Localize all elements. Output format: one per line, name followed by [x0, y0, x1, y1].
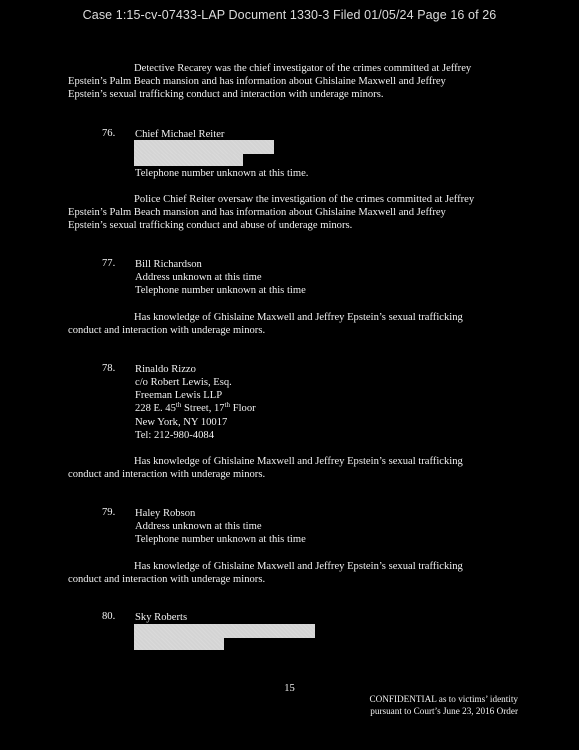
entry-phone-77: Telephone number unknown at this time — [135, 285, 306, 296]
entry-care-of-78: c/o Robert Lewis, Esq. — [135, 377, 232, 388]
paragraph-line: conduct and interaction with underage minors. — [68, 325, 266, 336]
entry-city-78: New York, NY 10017 — [135, 417, 228, 428]
paragraph-line: Epstein’s Palm Beach mansion and has information about Ghislaine Maxwell and Jeffrey — [68, 76, 446, 87]
entry-number-76: 76. — [102, 128, 116, 139]
entry-name-78: Rinaldo Rizzo — [135, 364, 196, 375]
entry-address-79: Address unknown at this time — [135, 521, 262, 532]
paragraph-line: Has knowledge of Ghislaine Maxwell and Jeffrey Epstein’s sexual trafficking — [134, 312, 463, 323]
paragraph-line: Detective Recarey was the chief investigator of the crimes committed at Jeffrey — [134, 63, 472, 74]
entry-name-77: Bill Richardson — [135, 259, 202, 270]
paragraph-line: Epstein’s Palm Beach mansion and has information about Ghislaine Maxwell and Jeffrey — [68, 207, 446, 218]
entry-name-80: Sky Roberts — [135, 612, 188, 623]
page-number: 15 — [284, 683, 295, 694]
entry-firm-78: Freeman Lewis LLP — [135, 390, 223, 401]
entry-number-79: 79. — [102, 507, 116, 518]
entry-number-77: 77. — [102, 258, 116, 269]
paragraph-line: conduct and interaction with underage minors. — [68, 574, 266, 585]
confidential-notice-line2: pursuant to Court’s June 23, 2016 Order — [370, 706, 518, 716]
redaction-box — [134, 624, 315, 638]
recarey-paragraph — [68, 62, 508, 101]
entry-street-78: 228 E. 45th Street, 17th Floor — [135, 401, 256, 414]
entry-name-79: Haley Robson — [135, 508, 196, 519]
confidential-notice-line1: CONFIDENTIAL as to victims’ identity — [369, 694, 518, 704]
entry-tel-78: Tel: 212-980-4084 — [135, 430, 214, 441]
paragraph-line: Epstein’s sexual trafficking conduct and abuse of underage minors. — [68, 220, 353, 231]
entry-address-77: Address unknown at this time — [135, 272, 262, 283]
robson-paragraph — [68, 560, 508, 586]
rizzo-paragraph — [68, 455, 508, 481]
entry-name-76: Chief Michael Reiter — [135, 129, 225, 140]
paragraph-line: Has knowledge of Ghislaine Maxwell and Jeffrey Epstein’s sexual trafficking — [134, 456, 463, 467]
entry-number-80: 80. — [102, 611, 116, 622]
paragraph-line: Epstein’s sexual trafficking conduct and interaction with underage minors. — [68, 89, 384, 100]
paragraph-line: Has knowledge of Ghislaine Maxwell and Jeffrey Epstein’s sexual trafficking — [134, 561, 463, 572]
paragraph-line: Police Chief Reiter oversaw the investigation of the crimes committed at Jeffrey — [134, 194, 475, 205]
redaction-box — [134, 154, 243, 166]
entry-number-78: 78. — [102, 363, 116, 374]
richardson-paragraph — [68, 311, 508, 337]
redaction-box — [134, 140, 274, 154]
redaction-box — [134, 638, 224, 650]
paragraph-line: conduct and interaction with underage minors. — [68, 469, 266, 480]
case-header: Case 1:15-cv-07433-LAP Document 1330-3 Filed 01/05/24 Page 16 of 26 — [82, 8, 497, 22]
reiter-paragraph — [68, 193, 508, 232]
entry-phone-76: Telephone number unknown at this time. — [135, 168, 309, 179]
entry-phone-79: Telephone number unknown at this time — [135, 534, 306, 545]
